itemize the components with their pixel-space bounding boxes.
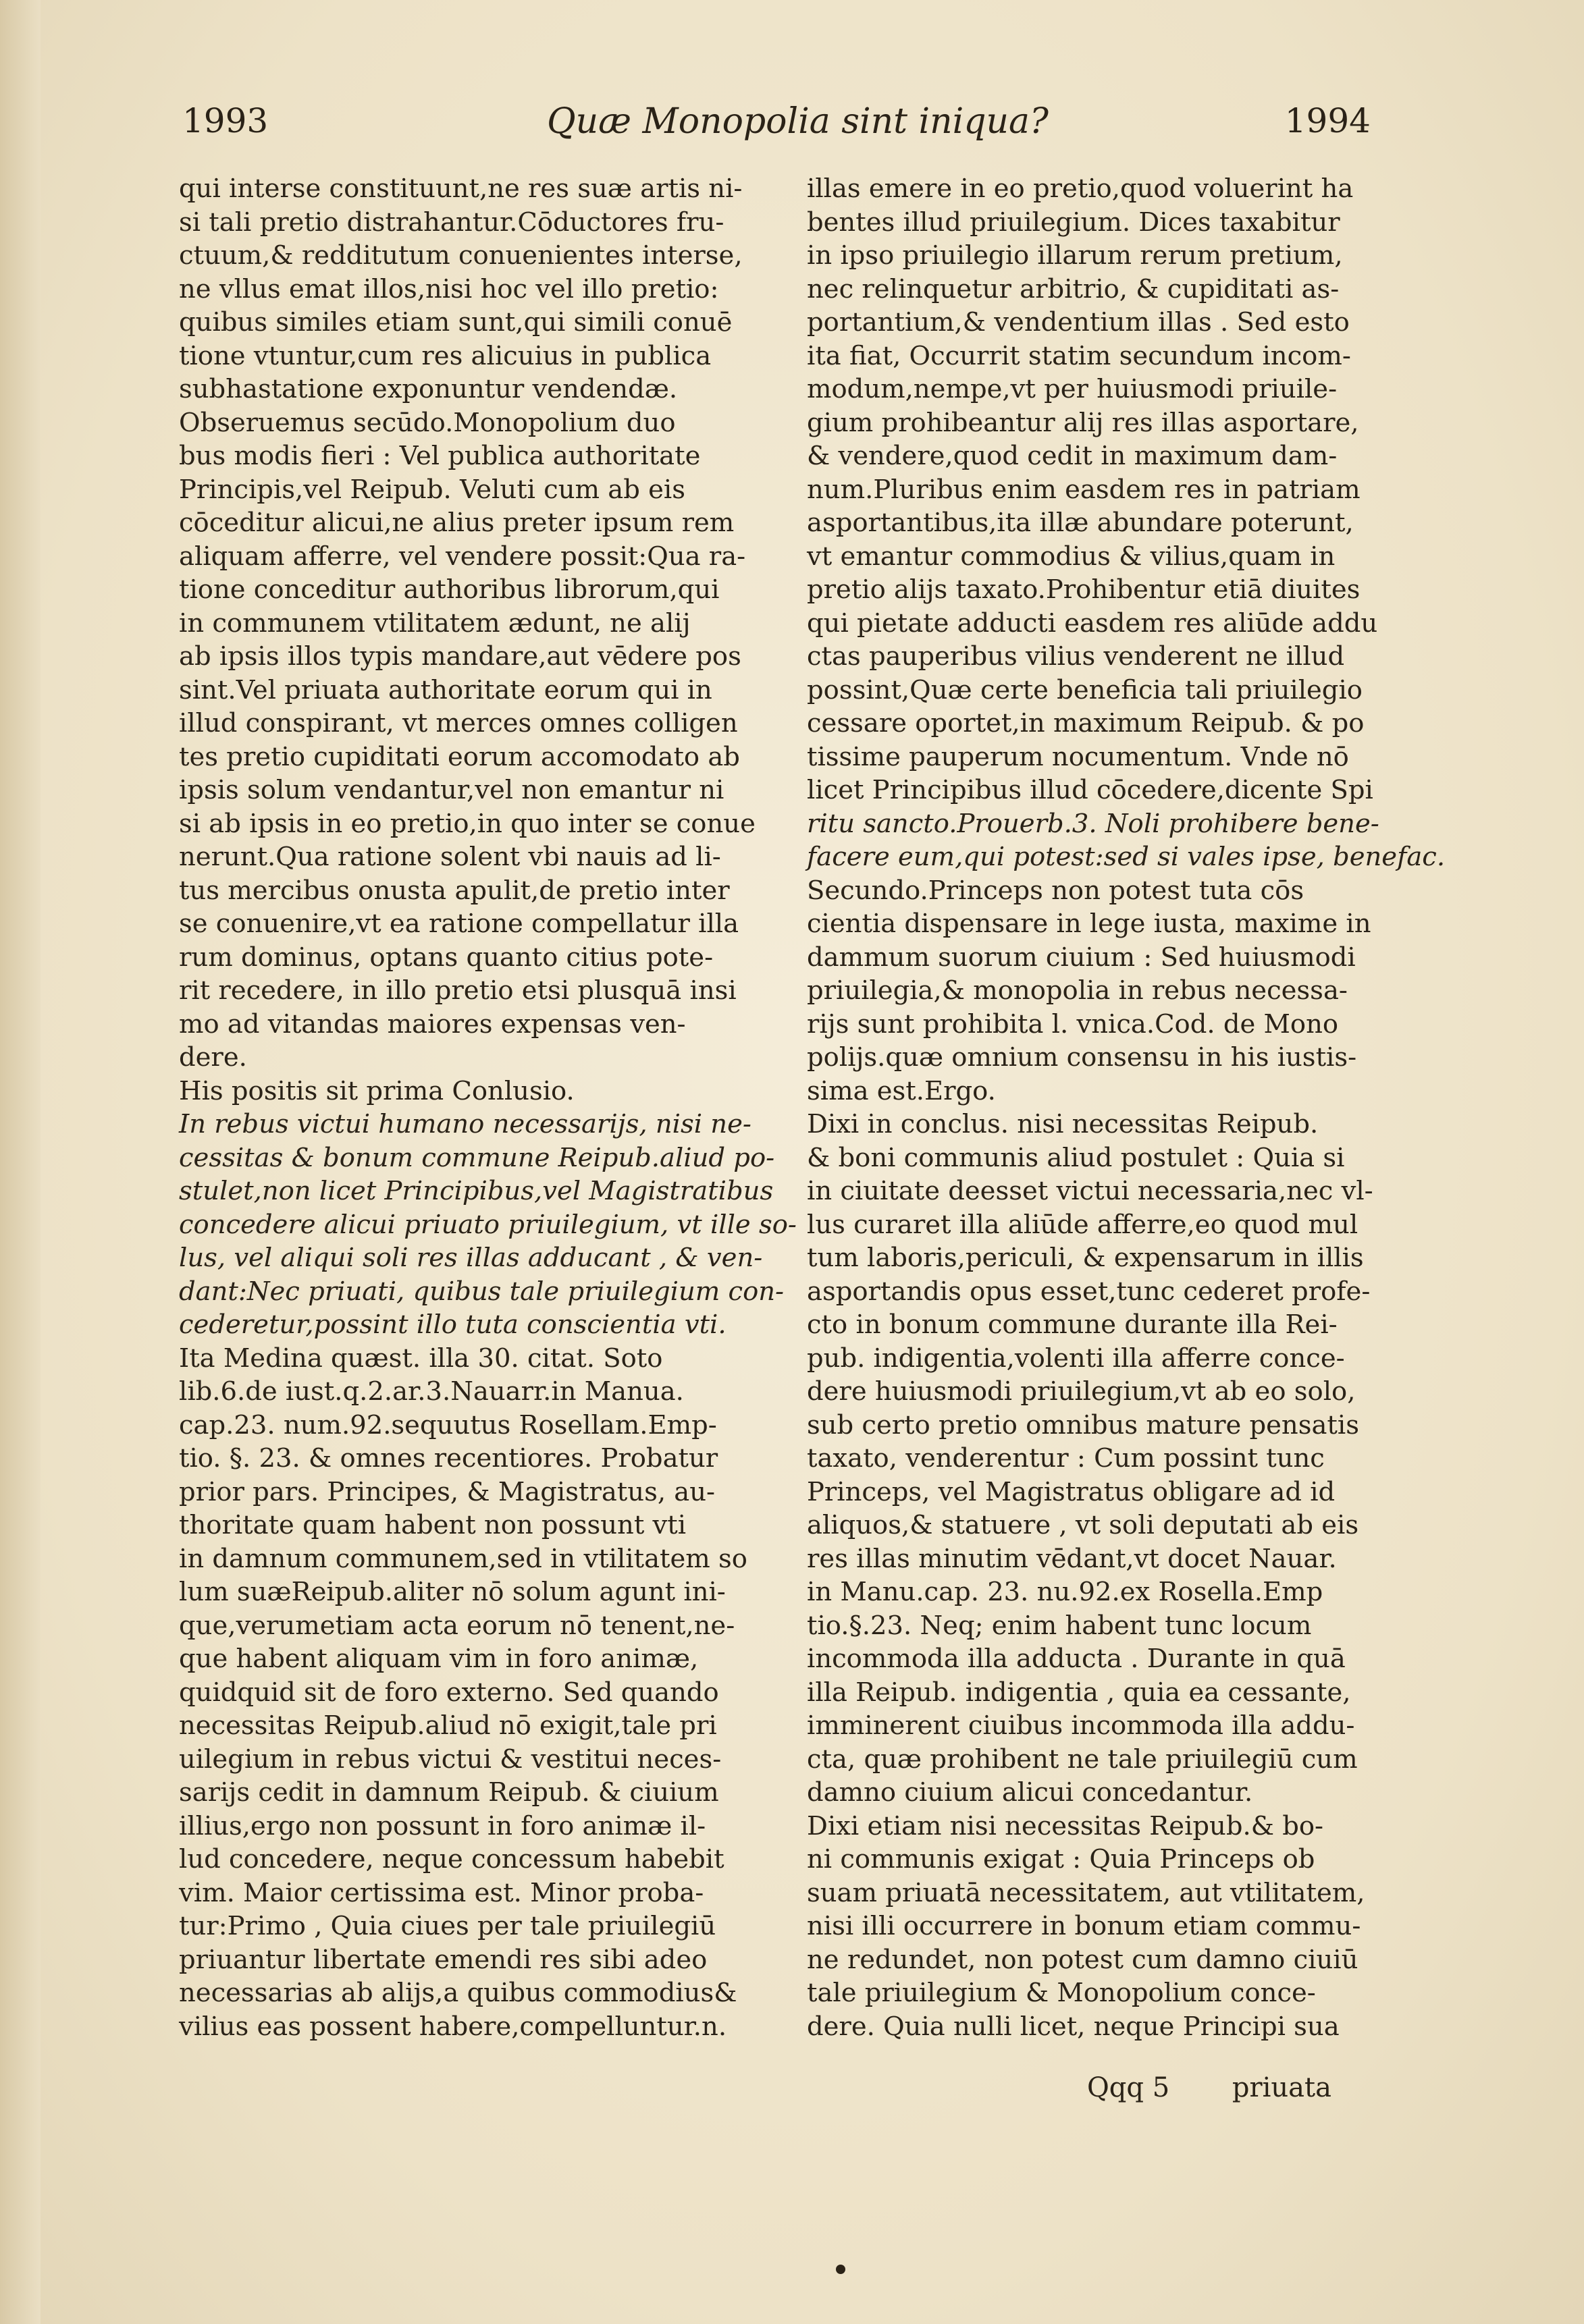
text-line: His positis sit prima Conlusio. <box>179 1075 575 1106</box>
text-line: sint.Vel priuata authoritate eorum qui in <box>179 674 712 705</box>
text-line: ritu sancto.Prouerb.3. Noli prohibere bene- <box>807 808 1379 839</box>
text-line: ne vllus emat illos,nisi hoc vel illo pretio: <box>179 273 719 304</box>
text-line: illud conspirant, vt merces omnes colligen <box>179 708 738 738</box>
text-line: bentes illud priuilegium. Dices taxabitur <box>807 207 1340 238</box>
text-line: Princeps, vel Magistratus obligare ad id <box>807 1476 1336 1507</box>
ink-speck <box>836 2265 845 2274</box>
text-line: tio. §. 23. & omnes recentiores. Probatur <box>179 1443 718 1474</box>
text-line: priuantur libertate emendi res sibi adeo <box>179 1944 708 1975</box>
text-line: cto in bonum commune durante illa Rei- <box>807 1309 1338 1340</box>
catchword: priuata <box>1232 2072 1331 2103</box>
text-line: ne redundet, non potest cum damno ciuiū <box>807 1944 1358 1975</box>
text-line: asportandis opus esset,tunc cederet profe- <box>807 1276 1371 1307</box>
text-line: lud concedere, neque concessum habebit <box>179 1844 724 1874</box>
text-line: tissime pauperum nocumentum. Vnde nō <box>807 741 1349 772</box>
text-line: prior pars. Principes, & Magistratus, au- <box>179 1476 716 1507</box>
text-line: nec relinquetur arbitrio, & cupiditati as- <box>807 273 1340 304</box>
text-line: dant:Nec priuati, quibus tale priuilegium con- <box>179 1276 785 1307</box>
text-line: portantium,& vendentium illas . Sed esto <box>807 307 1350 337</box>
text-line: cap.23. num.92.sequutus Rosellam.Emp- <box>179 1409 717 1440</box>
text-line: illas emere in eo pretio,quod voluerint ha <box>807 173 1354 204</box>
text-line: in communem vtilitatem ædunt, ne alij <box>179 607 691 639</box>
page-number-left: 1993 <box>182 101 269 140</box>
catchword-line <box>1087 2072 1385 2103</box>
page-number-right: 1994 <box>1284 101 1371 140</box>
text-line: ab ipsis illos typis mandare,aut vēdere pos <box>179 641 741 672</box>
text-line: lus curaret illa aliūde afferre,eo quod mul <box>807 1209 1358 1240</box>
text-line: tes pretio cupiditati eorum accomodato ab <box>179 741 740 772</box>
signature-mark: Qqq 5 <box>1087 2072 1170 2103</box>
text-line: Dixi in conclus. nisi necessitas Reipub. <box>807 1109 1319 1139</box>
text-line: qui interse constituunt,ne res suæ artis ni- <box>179 173 743 204</box>
text-line: lum suæReipub.aliter nō solum agunt ini- <box>179 1577 726 1607</box>
text-line: taxato, venderentur : Cum possint tunc <box>807 1443 1325 1474</box>
text-line: que habent aliquam vim in foro animæ, <box>179 1644 699 1674</box>
text-line: aliquos,& statuere , vt soli deputati ab eis <box>807 1510 1359 1540</box>
text-line: si ab ipsis in eo pretio,in quo inter se conue <box>179 808 756 839</box>
binding-gutter <box>0 0 41 2324</box>
text-line: sima est.Ergo. <box>807 1075 996 1106</box>
text-line: dammum suorum ciuium : Sed huiusmodi <box>807 942 1356 973</box>
text-line: licet Principibus illud cōcedere,dicente Spi <box>807 775 1373 805</box>
text-line: cta, quæ prohibent ne tale priuilegiū cum <box>807 1744 1358 1775</box>
text-line: imminerent ciuibus incommoda illa addu- <box>807 1710 1355 1741</box>
running-title: Quæ Monopolia sint iniqua? <box>547 101 1049 142</box>
text-line: & vendere,quod cedit in maximum dam- <box>807 441 1338 471</box>
text-line: In rebus victui humano necessarijs, nisi ne- <box>179 1109 751 1139</box>
text-line: asportantibus,ita illæ abundare poterunt, <box>807 508 1354 538</box>
text-line: lus, vel aliqui soli res illas adducant , & ven- <box>179 1243 763 1273</box>
text-line: nisi illi occurrere in bonum etiam commu- <box>807 1911 1361 1941</box>
text-line: quidquid sit de foro externo. Sed quando <box>179 1677 719 1708</box>
text-line: cōceditur alicui,ne alius preter ipsum rem <box>179 508 735 538</box>
text-line: quibus similes etiam sunt,qui simili conuē <box>179 307 733 337</box>
text-line: sarijs cedit in damnum Reipub. & ciuium <box>179 1777 719 1808</box>
text-line: rijs sunt prohibita l. vnica.Cod. de Mono <box>807 1008 1339 1039</box>
text-line: in ipso priuilegio illarum rerum pretium, <box>807 240 1343 271</box>
text-line: illius,ergo non possunt in foro animæ il- <box>179 1810 706 1841</box>
text-line: tum laboris,periculi, & expensarum in illis <box>807 1243 1364 1273</box>
text-line: possint,Quæ certe beneficia tali priuilegio <box>807 674 1363 705</box>
text-line: dere. <box>179 1042 247 1073</box>
text-line: tione conceditur authoribus librorum,qui <box>179 574 720 605</box>
left-text-column <box>179 172 797 2043</box>
text-line: modum,nempe,vt per huiusmodi priuile- <box>807 374 1338 404</box>
text-line: mo ad vitandas maiores expensas ven- <box>179 1008 686 1039</box>
text-line: necessarias ab alijs,a quibus commodius& <box>179 1978 737 2008</box>
text-line: Obseruemus secūdo.Monopolium duo <box>179 407 676 438</box>
text-line: Secundo.Princeps non potest tuta cōs <box>807 875 1304 906</box>
text-line: pub. indigentia,volenti illa afferre conce- <box>807 1343 1345 1374</box>
text-line: ni communis exigat : Quia Princeps ob <box>807 1844 1315 1874</box>
text-line: uilegium in rebus victui & vestitui neces- <box>179 1744 722 1775</box>
text-line: subhastatione exponuntur vendendæ. <box>179 374 678 404</box>
text-line: rum dominus, optans quanto citius pote- <box>179 942 714 973</box>
text-line: sub certo pretio omnibus mature pensatis <box>807 1409 1359 1440</box>
text-line: ctuum,& redditutum conuenientes interse, <box>179 240 743 271</box>
text-line: illa Reipub. indigentia , quia ea cessante, <box>807 1677 1351 1708</box>
text-line: vim. Maior certissima est. Minor proba- <box>179 1877 704 1908</box>
text-line: ipsis solum vendantur,vel non emantur ni <box>179 775 724 805</box>
text-line: damno ciuium alicui concedantur. <box>807 1777 1253 1808</box>
text-line: bus modis fieri : Vel publica authoritate <box>179 441 701 471</box>
text-line: in ciuitate deesset victui necessaria,nec vl- <box>807 1176 1373 1206</box>
text-line: rit recedere, in illo pretio etsi plusquā insi <box>179 975 737 1006</box>
text-line: vt emantur commodius & vilius,quam in <box>807 541 1336 572</box>
text-line: priuilegia,& monopolia in rebus necessa- <box>807 975 1348 1006</box>
text-line: cessitas & bonum commune Reipub.aliud po- <box>179 1142 775 1173</box>
text-line: polijs.quæ omnium consensu in his iustis- <box>807 1042 1357 1073</box>
text-line: suam priuatā necessitatem, aut vtilitatem, <box>807 1877 1365 1908</box>
text-line: in Manu.cap. 23. nu.92.ex Rosella.Emp <box>807 1577 1323 1607</box>
text-line: res illas minutim vēdant,vt docet Nauar. <box>807 1543 1337 1574</box>
text-line: dere. Quia nulli licet, neque Principi sua <box>807 2011 1340 2042</box>
text-line: qui pietate adducti easdem res aliūde addu <box>807 607 1378 639</box>
text-line: vilius eas possent habere,compelluntur.n. <box>179 2011 727 2042</box>
text-line: lib.6.de iust.q.2.ar.3.Nauarr.in Manua. <box>179 1376 684 1407</box>
text-line: in damnum communem,sed in vtilitatem so <box>179 1543 747 1574</box>
text-line: dere huiusmodi priuilegium,vt ab eo solo, <box>807 1376 1356 1407</box>
text-line: stulet,non licet Principibus,vel Magistratibus <box>179 1176 774 1206</box>
text-line: Dixi etiam nisi necessitas Reipub.& bo- <box>807 1810 1324 1841</box>
text-line: num.Pluribus enim easdem res in patriam <box>807 474 1361 505</box>
text-line: ctas pauperibus vilius venderent ne illud <box>807 641 1345 672</box>
text-line: que,verumetiam acta eorum nō tenent,ne- <box>179 1610 735 1641</box>
text-line: tale priuilegium & Monopolium conce- <box>807 1978 1316 2008</box>
text-line: cederetur,possint illo tuta conscientia vti. <box>179 1309 727 1340</box>
text-line: tio.§.23. Neq; enim habent tunc locum <box>807 1610 1312 1641</box>
text-line: Ita Medina quæst. illa 30. citat. Soto <box>179 1343 663 1374</box>
text-line: tione vtuntur,cum res alicuius in publica <box>179 340 712 371</box>
text-line: necessitas Reipub.aliud nō exigit,tale pri <box>179 1710 717 1741</box>
text-line: facere eum,qui potest:sed si vales ipse, benefac. <box>807 842 1446 872</box>
text-line: tur:Primo , Quia ciues per tale priuilegiū <box>179 1911 716 1941</box>
text-line: gium prohibeantur alij res illas asportare, <box>807 407 1359 438</box>
text-line: se conuenire,vt ea ratione compellatur illa <box>179 909 739 939</box>
text-line: thoritate quam habent non possunt vti <box>179 1510 687 1540</box>
text-line: incommoda illa adducta . Durante in quā <box>807 1644 1346 1674</box>
text-line: ita fiat, Occurrit statim secundum incom- <box>807 340 1351 371</box>
text-line: si tali pretio distrahantur.Cōductores fru- <box>179 207 724 238</box>
text-line: tus mercibus onusta apulit,de pretio inter <box>179 875 730 906</box>
text-line: cientia dispensare in lege iusta, maxime in <box>807 909 1371 939</box>
right-text-column <box>807 172 1446 2043</box>
text-line: pretio alijs taxato.Prohibentur etiā diuites <box>807 574 1361 605</box>
text-line: Principis,vel Reipub. Veluti cum ab eis <box>179 474 685 505</box>
text-line: nerunt.Qua ratione solent vbi nauis ad li- <box>179 842 721 872</box>
text-line: & boni communis aliud postulet : Quia si <box>807 1142 1345 1173</box>
text-line: concedere alicui priuato priuilegium, vt ille so- <box>179 1209 797 1240</box>
text-line: cessare oportet,in maximum Reipub. & po <box>807 708 1365 738</box>
text-line: aliquam afferre, vel vendere possit:Qua ra- <box>179 541 746 572</box>
page-header <box>182 101 1371 155</box>
